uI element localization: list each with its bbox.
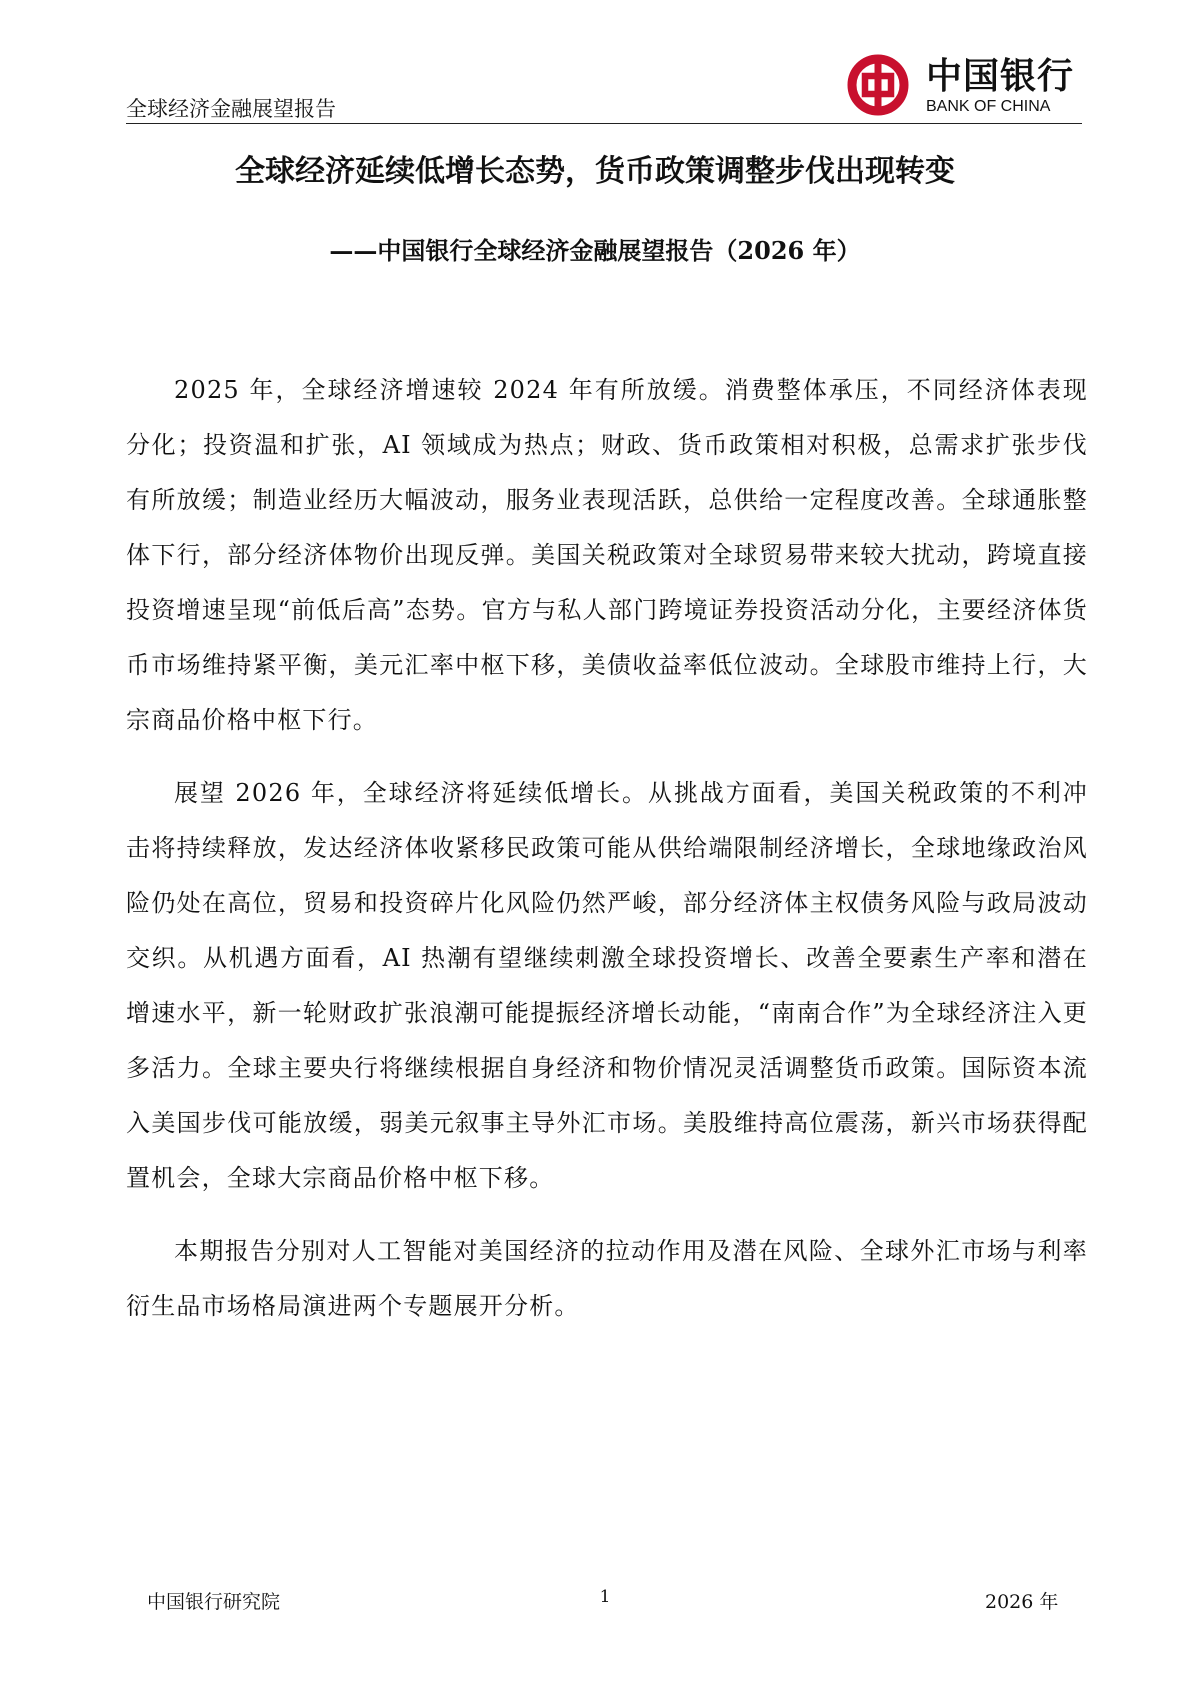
logo-chinese-name: 中国银行 (926, 55, 1075, 97)
logo-english-name: BANK OF CHINA (926, 98, 1051, 115)
bank-of-china-logo (846, 53, 1082, 117)
footer-organization: 中国银行研究院 (147, 1591, 281, 1613)
document-title: 全球经济延续低增长态势，货币政策调整步伐出现转变 (235, 154, 955, 189)
document-subtitle: ——中国银行全球经济金融展望报告（2026 年） (329, 236, 861, 265)
header-report-title: 全球经济金融展望报告 (126, 97, 336, 121)
report-body (126, 363, 1088, 1352)
bank-of-china-emblem-icon (846, 53, 910, 117)
footer-page-number: 1 (599, 1587, 611, 1607)
paragraph-special-topics: 本期报告分别对人工智能对美国经济的拉动作用及潜在风险、全球外汇市场与利率衍生品市场格局演进两个专题展开分析。 (126, 1237, 1088, 1320)
paragraph-outlook-2026: 展望 2026 年，全球经济将延续低增长。从挑战方面看，美国关税政策的不利冲击将持续释放，发达经济体收紧移民政策可能从供给端限制经济增长，全球地缘政治风险仍处在高位，贸易和投资碎片化风险仍然严峻，部分经济体主权债务风险与政局波动交织。从机遇方面看，AI 热潮有望继续刺激全球投资增长、改善全要素生产率和潜在增速水平，新一轮财政扩张浪潮可能提振经济增长动能，“南南合作”为全球经济注入更多活力。全球主要央行将继续根据自身经济和物价情况灵活调整货币政策。国际资本流入美国步伐可能放缓，弱美元叙事主导外汇市场。美股维持高位震荡，新兴市场获得配置机会，全球大宗商品价格中枢下移。 (126, 779, 1088, 1192)
header-divider (126, 123, 1082, 124)
paragraph-review-2025: 2025 年，全球经济增速较 2024 年有所放缓。消费整体承压，不同经济体表现分化；投资温和扩张，AI 领域成为热点；财政、货币政策相对积极，总需求扩张步伐有所放缓；制造业经历大幅波动，服务业表现活跃，总供给一定程度改善。全球通胀整体下行，部分经济体物价出现反弹。美国关税政策对全球贸易带来较大扰动，跨境直接投资增速呈现“前低后高”态势。官方与私人部门跨境证券投资活动分化，主要经济体货币市场维持紧平衡，美元汇率中枢下移，美债收益率低位波动。全球股市维持上行，大宗商品价格中枢下行。 (126, 376, 1088, 734)
footer-year: 2026 年 (985, 1591, 1059, 1613)
